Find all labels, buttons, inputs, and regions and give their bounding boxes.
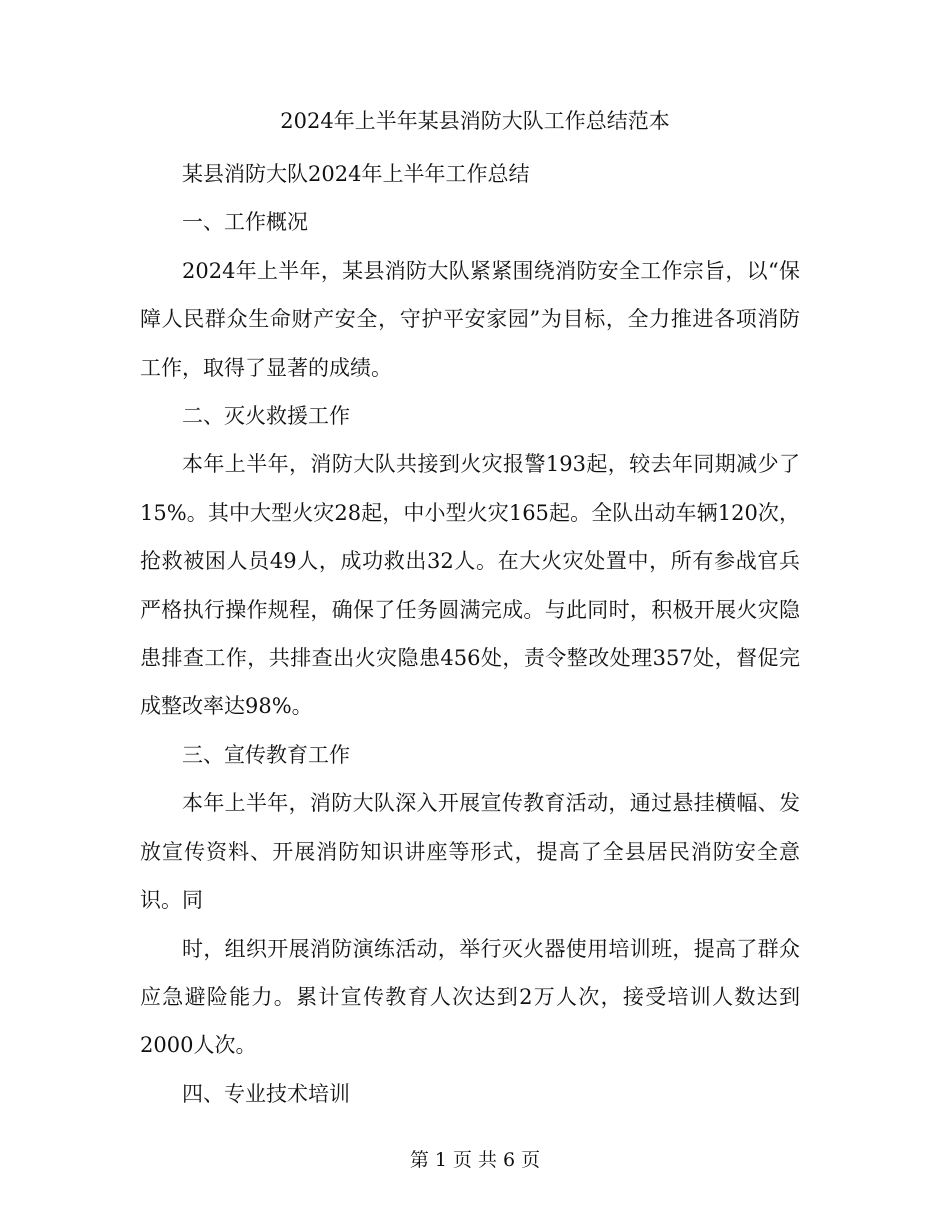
paragraph-publicity-continued: 时，组织开展消防演练活动，举行灭火器使用培训班，提高了群众应急避险能力。累计宣传教育人次达到2万人次，接受培训人数达到2000人次。: [140, 936, 800, 1058]
page-number: 第 1 页 共 6 页: [409, 1149, 541, 1171]
document-title: 2024年上半年某县消防大队工作总结范本: [280, 109, 670, 133]
section-heading-training: 四、专业技术培训: [182, 1081, 350, 1106]
report-heading: 某县消防大队2024年上半年工作总结: [182, 162, 530, 186]
paragraph-overview: 2024年上半年，某县消防大队紧紧围绕消防安全工作宗旨，以“保障人民群众生命财产安全，守护平安家园”为目标，全力推进各项消防工作，取得了显著的成绩。: [140, 258, 800, 380]
paragraph-publicity: 本年上半年，消防大队深入开展宣传教育活动，通过悬挂横幅、发放宣传资料、开展消防知识讲座等形式，提高了全县居民消防安全意识。同: [140, 791, 800, 913]
document-body: [140, 150, 800, 1118]
section-heading-firefighting: 二、灭火救援工作: [182, 404, 350, 429]
section-heading-publicity: 三、宣传教育工作: [182, 742, 350, 767]
section-heading-overview: 一、工作概况: [182, 210, 308, 235]
paragraph-firefighting: 本年上半年，消防大队共接到火灾报警193起，较去年同期减少了15%。其中大型火灾28起，中小型火灾165起。全队出动车辆120次，抢救被困人员49人，成功救出32人。在大火灾处置中，所有参战官兵严格执行操作规程，确保了任务圆满完成。与此同时，积极开展火灾隐患排查工作，共排查出火灾隐患456处，责令整改处理357处，督促完成整改率达98%。: [140, 452, 800, 719]
